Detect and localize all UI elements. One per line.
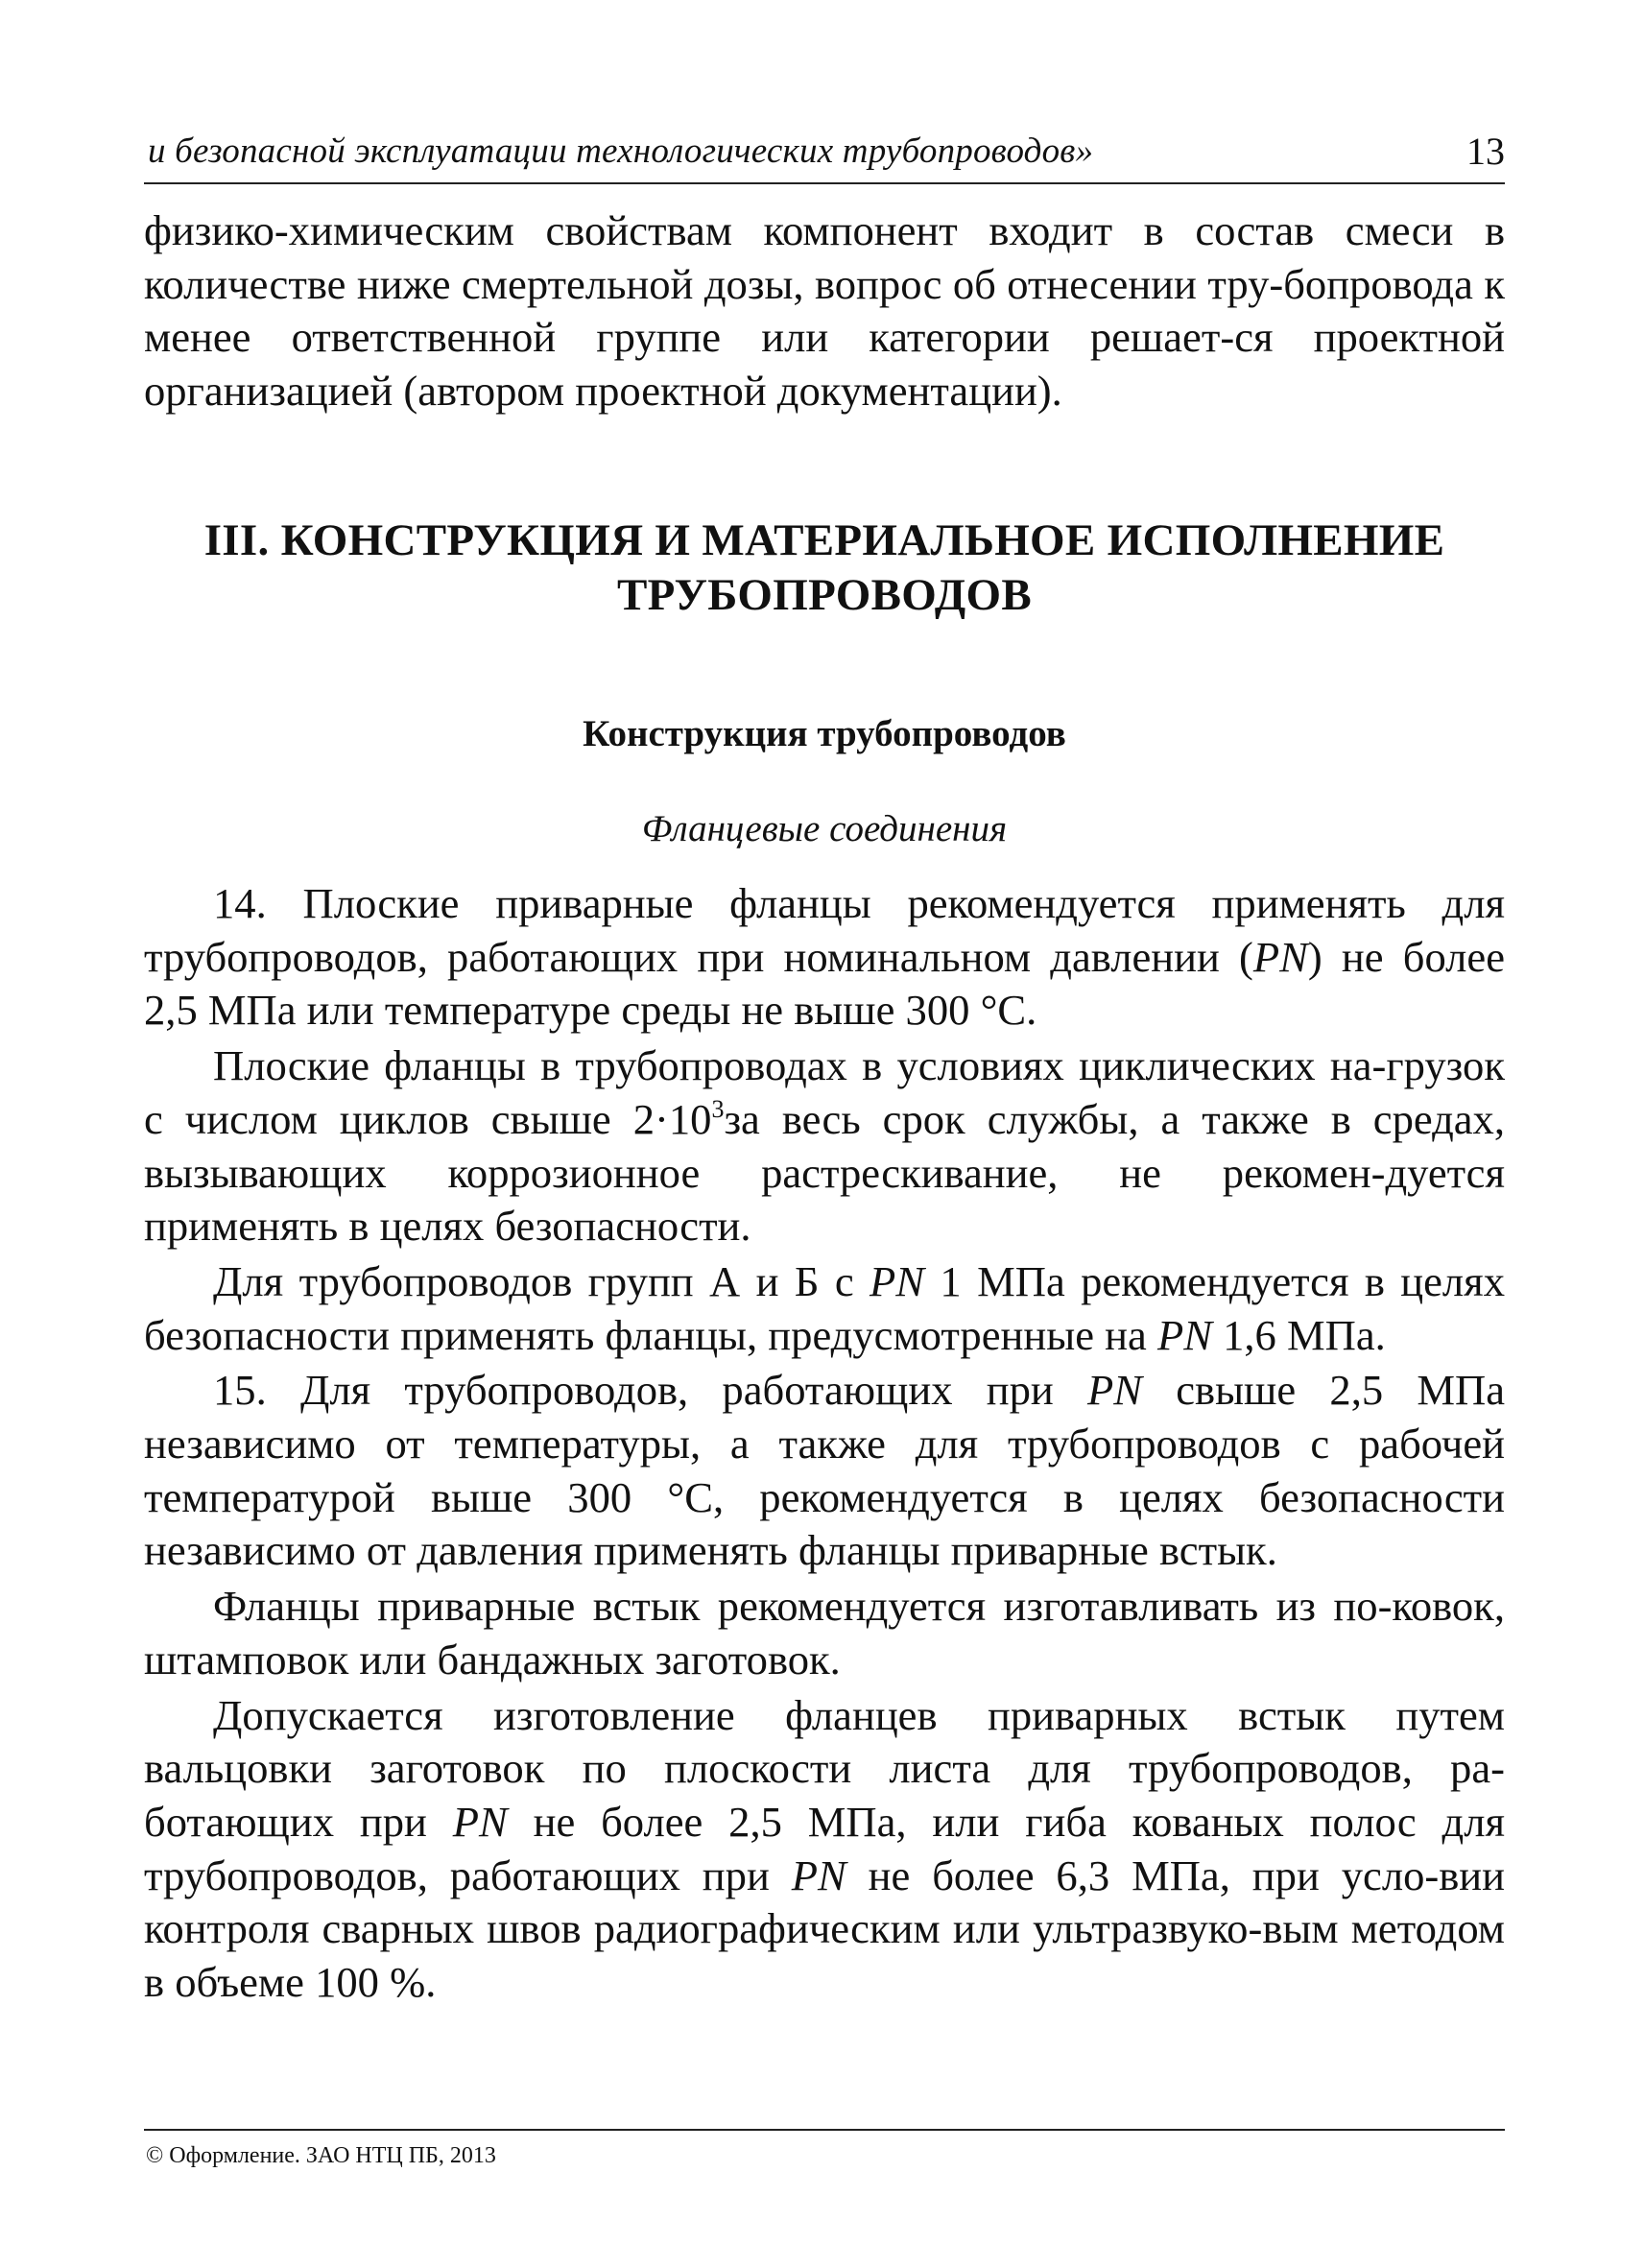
running-title: и безопасной эксплуатации технологических трубопроводов» [148, 131, 1094, 171]
pn-term: PN [1252, 932, 1308, 981]
subsection-title: Конструкция трубопроводов [583, 713, 1066, 754]
pn-term: PN [1156, 1310, 1212, 1359]
footer-copyright: © Оформление. ЗАО НТЦ ПБ, 2013 [146, 2143, 496, 2168]
text-run: ) не более 2,5 МПа или температуре среды не выше 300 °С. [144, 932, 1505, 1035]
page-header [144, 123, 1505, 184]
pn-term: PN [452, 1797, 508, 1846]
pn-term: PN [870, 1256, 925, 1305]
text-run: 14. Плоские приварные фланцы рекомендуется применять для трубопроводов, работающих при номинальном давлении ( [144, 879, 1505, 981]
text-run: не более 2,5 МПа, или гиба кованых полос для трубопроводов, работающих при [144, 1797, 1505, 1899]
text-run: Плоские фланцы в трубопроводах в условиях циклических на-грузок с числом циклов свыше 2·10 [144, 1041, 1505, 1143]
intro-text [144, 204, 1505, 418]
paragraph-15-2: Фланцы приварные встык рекомендуется изготавливать из по-ковок, штамповок или бандажных заготовок. [144, 1582, 1505, 1683]
text-run: за весь срок службы, а также в средах, вызывающих коррозионное растрескивание, не рекомен-дуется применять в целях безопасности. [144, 1094, 1505, 1251]
paragraph-15-3 [144, 1689, 1505, 2010]
main-text [144, 877, 1505, 2010]
subsubsection-title: Фланцевые соединения [641, 808, 1008, 849]
page-number: 13 [1466, 130, 1505, 173]
text-run: 1,6 МПа. [1211, 1310, 1386, 1359]
section-title [144, 513, 1505, 623]
pn-term: PN [791, 1850, 846, 1899]
text-run: Допускается изготовление фланцев приварных встык путем вальцовки заготовок по плоскости листа для трубопроводов, ра-ботающих при [144, 1690, 1505, 1846]
paragraph-14 [144, 877, 1505, 1038]
text-run: не более 6,3 МПа, при усло-вии контроля сварных швов радиографическим или ультразвуко-вым методом в объеме 100 %. [144, 1850, 1505, 2007]
pn-term: PN [1087, 1366, 1143, 1415]
paragraph-14-3 [144, 1255, 1505, 1362]
text-run: Для трубопроводов групп А и Б с [213, 1256, 870, 1305]
superscript: 3 [711, 1094, 725, 1123]
paragraph-15 [144, 1364, 1505, 1578]
paragraph-14-2 [144, 1039, 1505, 1253]
footer-rule [144, 2129, 1505, 2131]
intro-paragraph: физико-химическим свойствам компонент входит в состав смеси в количестве ниже смертельной дозы, вопрос об отнесении тру-бопровода к менее ответственной группе или категории решает-ся проектной организацией (автором проектной документации). [144, 206, 1505, 416]
section-title-line-1: III. КОНСТРУКЦИЯ И МАТЕРИАЛЬНОЕ ИСПОЛНЕНИЕ [203, 515, 1445, 565]
text-run: 15. Для трубопроводов, работающих при [213, 1366, 1088, 1415]
text-run: свыше 2,5 МПа независимо от температуры, а также для трубопроводов с рабочей температурой выше 300 °С, рекомендуется в целях безопасности независимо от давления применять фланцы приварные встык. [144, 1366, 1506, 1575]
text-run: 1 МПа рекомендуется в целях безопасности применять фланцы, предусмотренные на [144, 1256, 1505, 1359]
section-title-line-2: ТРУБОПРОВОДОВ [617, 570, 1032, 620]
